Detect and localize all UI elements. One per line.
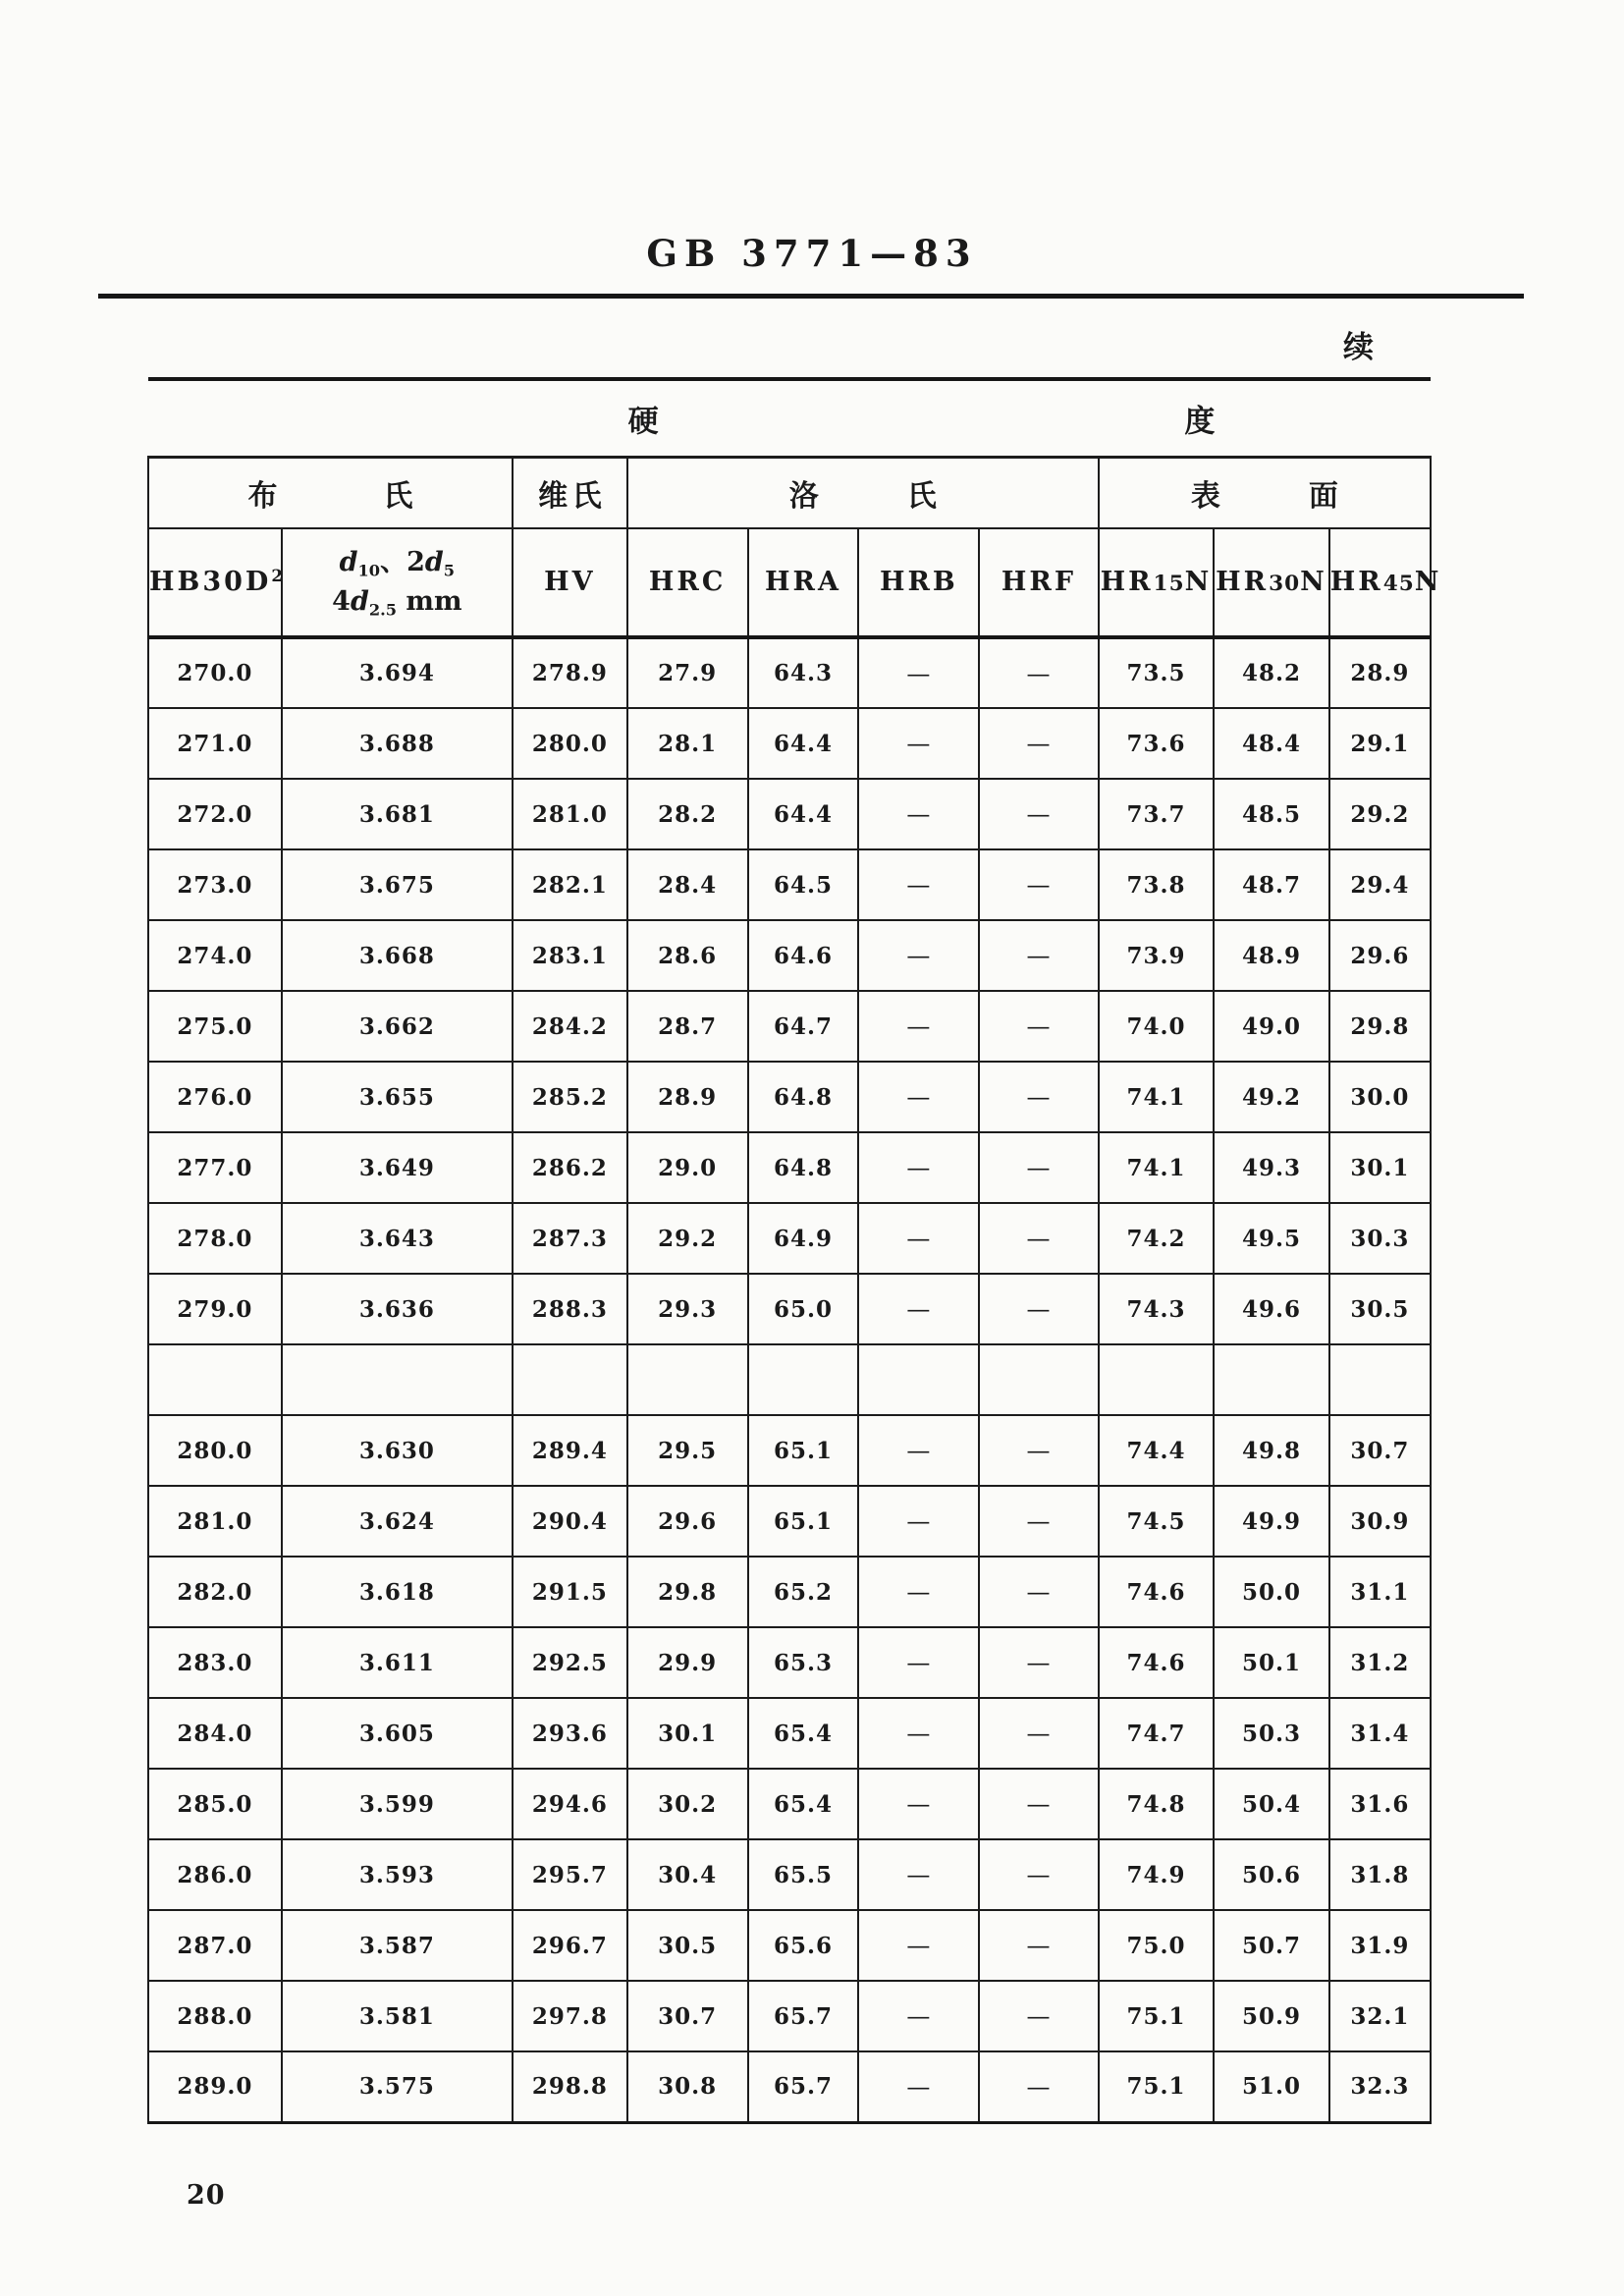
col-header-hrb: HRB <box>858 528 979 637</box>
hardness-title-row <box>148 379 1431 458</box>
value-cell: 291.5 <box>513 1557 627 1627</box>
page-number: 20 <box>187 2180 226 2211</box>
table-row <box>148 637 1431 708</box>
value-cell: — <box>979 920 1098 991</box>
value-cell: 3.587 <box>282 1910 513 1981</box>
table-row <box>148 1839 1431 1910</box>
value-cell: 30.0 <box>1329 1062 1431 1132</box>
value-cell: 30.7 <box>1329 1415 1431 1486</box>
value-cell: — <box>979 1062 1098 1132</box>
value-cell: 49.6 <box>1214 1274 1329 1344</box>
value-cell: 296.7 <box>513 1910 627 1981</box>
value-cell: 64.8 <box>748 1132 859 1203</box>
group-rockwell: 洛氏 <box>627 458 1099 529</box>
value-cell: 282.1 <box>513 849 627 920</box>
value-cell: 30.1 <box>627 1698 748 1769</box>
value-cell: 289.0 <box>148 2051 282 2122</box>
value-cell: 64.4 <box>748 779 859 849</box>
empty-cell <box>627 1344 748 1415</box>
scale-group-row <box>148 458 1431 529</box>
value-cell: 30.9 <box>1329 1486 1431 1557</box>
value-cell: 64.7 <box>748 991 859 1062</box>
value-cell: 65.4 <box>748 1769 859 1839</box>
table-row <box>148 1062 1431 1132</box>
value-cell: 65.0 <box>748 1274 859 1344</box>
value-cell: 286.0 <box>148 1839 282 1910</box>
value-cell: 50.7 <box>1214 1910 1329 1981</box>
value-cell: 75.0 <box>1099 1910 1215 1981</box>
value-cell: 286.2 <box>513 1132 627 1203</box>
value-cell: 74.1 <box>1099 1062 1215 1132</box>
value-cell: — <box>858 920 979 991</box>
empty-cell <box>858 1344 979 1415</box>
value-cell: 3.618 <box>282 1557 513 1627</box>
value-cell: 280.0 <box>148 1415 282 1486</box>
standard-number-title: GB 3771—83 <box>646 232 978 275</box>
col-header-hrc: HRC <box>627 528 748 637</box>
value-cell: 73.5 <box>1099 637 1215 708</box>
value-cell: 3.694 <box>282 637 513 708</box>
value-cell: 49.2 <box>1214 1062 1329 1132</box>
value-cell: 29.2 <box>627 1203 748 1274</box>
value-cell: 290.4 <box>513 1486 627 1557</box>
value-cell: 3.636 <box>282 1274 513 1344</box>
value-cell: — <box>979 1415 1098 1486</box>
value-cell: — <box>858 1062 979 1132</box>
value-cell: 30.3 <box>1329 1203 1431 1274</box>
value-cell: 270.0 <box>148 637 282 708</box>
value-cell: 3.655 <box>282 1062 513 1132</box>
value-cell: 3.643 <box>282 1203 513 1274</box>
value-cell: 284.0 <box>148 1698 282 1769</box>
value-cell: 48.7 <box>1214 849 1329 920</box>
value-cell: 3.593 <box>282 1839 513 1910</box>
value-cell: — <box>979 1627 1098 1698</box>
value-cell: — <box>858 1981 979 2051</box>
value-cell: 281.0 <box>513 779 627 849</box>
value-cell: 30.5 <box>627 1910 748 1981</box>
col-header-diameter <box>282 528 513 637</box>
value-cell: 74.1 <box>1099 1132 1215 1203</box>
value-cell: 65.4 <box>748 1698 859 1769</box>
value-cell: 288.0 <box>148 1981 282 2051</box>
value-cell: 29.1 <box>1329 708 1431 779</box>
value-cell: — <box>979 1132 1098 1203</box>
value-cell: — <box>979 1981 1098 2051</box>
value-cell: 3.649 <box>282 1132 513 1203</box>
hardness-char-left: 硬 <box>627 404 659 440</box>
value-cell: 3.688 <box>282 708 513 779</box>
value-cell: 50.4 <box>1214 1769 1329 1839</box>
value-cell: 29.9 <box>627 1627 748 1698</box>
value-cell: 74.7 <box>1099 1698 1215 1769</box>
value-cell: — <box>979 991 1098 1062</box>
value-cell: 28.7 <box>627 991 748 1062</box>
table-row <box>148 779 1431 849</box>
value-cell: 74.6 <box>1099 1557 1215 1627</box>
value-cell: 64.8 <box>748 1062 859 1132</box>
col-header-hra: HRA <box>748 528 859 637</box>
value-cell: — <box>858 849 979 920</box>
spacer-row <box>148 1344 1431 1415</box>
value-cell: 3.575 <box>282 2051 513 2122</box>
col-header-hr45n: HR45N <box>1329 528 1431 637</box>
value-cell: 275.0 <box>148 991 282 1062</box>
value-cell: 64.5 <box>748 849 859 920</box>
value-cell: — <box>858 779 979 849</box>
value-cell: 29.5 <box>627 1415 748 1486</box>
table-header <box>148 379 1442 637</box>
value-cell: 282.0 <box>148 1557 282 1627</box>
value-cell: 49.9 <box>1214 1486 1329 1557</box>
value-cell: 3.630 <box>282 1415 513 1486</box>
value-cell: — <box>858 1132 979 1203</box>
table-row <box>148 1981 1431 2051</box>
value-cell: 74.9 <box>1099 1839 1215 1910</box>
value-cell: 49.0 <box>1214 991 1329 1062</box>
value-cell: 278.0 <box>148 1203 282 1274</box>
value-cell: — <box>858 1910 979 1981</box>
value-cell: — <box>979 708 1098 779</box>
value-cell: 74.5 <box>1099 1486 1215 1557</box>
value-cell: 28.2 <box>627 779 748 849</box>
value-cell: 281.0 <box>148 1486 282 1557</box>
value-cell: 31.1 <box>1329 1557 1431 1627</box>
value-cell: 65.6 <box>748 1910 859 1981</box>
col-header-hb30d2: $HB30D^2$ <box>148 528 282 637</box>
value-cell: 3.681 <box>282 779 513 849</box>
value-cell: 74.4 <box>1099 1415 1215 1486</box>
hardness-conversion-table <box>147 377 1442 2124</box>
value-cell: 75.1 <box>1099 1981 1215 2051</box>
empty-cell <box>1099 1344 1215 1415</box>
group-vickers: 维氏 <box>513 458 627 529</box>
table-row <box>148 1203 1431 1274</box>
value-cell: 30.2 <box>627 1769 748 1839</box>
value-cell: 283.1 <box>513 920 627 991</box>
value-cell: 283.0 <box>148 1627 282 1698</box>
value-cell: 3.662 <box>282 991 513 1062</box>
value-cell: — <box>979 1486 1098 1557</box>
table-row <box>148 1698 1431 1769</box>
hardness-title-cell <box>148 379 1431 458</box>
value-cell: 274.0 <box>148 920 282 991</box>
empty-cell <box>1214 1344 1329 1415</box>
value-cell: — <box>979 1698 1098 1769</box>
table-row <box>148 1486 1431 1557</box>
value-cell: 28.9 <box>1329 637 1431 708</box>
value-cell: 48.9 <box>1214 920 1329 991</box>
value-cell: 3.611 <box>282 1627 513 1698</box>
value-cell: — <box>858 1769 979 1839</box>
value-cell: 74.8 <box>1099 1769 1215 1839</box>
value-cell: 30.7 <box>627 1981 748 2051</box>
group-brinell: 布氏 <box>148 458 513 529</box>
value-cell: — <box>979 1769 1098 1839</box>
continued-label: 续 <box>1343 330 1374 365</box>
table-row <box>148 1415 1431 1486</box>
value-cell: 285.0 <box>148 1769 282 1839</box>
value-cell: 289.4 <box>513 1415 627 1486</box>
value-cell: 284.2 <box>513 991 627 1062</box>
value-cell: — <box>858 1486 979 1557</box>
value-cell: — <box>979 1910 1098 1981</box>
d-line1: $d_{10}$、$2d_5$ <box>339 546 456 580</box>
value-cell: 28.6 <box>627 920 748 991</box>
column-header-row <box>148 528 1431 637</box>
value-cell: 65.3 <box>748 1627 859 1698</box>
empty-cell <box>979 1344 1098 1415</box>
value-cell: — <box>858 1698 979 1769</box>
value-cell: 30.1 <box>1329 1132 1431 1203</box>
col-header-hrf: HRF <box>979 528 1098 637</box>
value-cell: — <box>858 1203 979 1274</box>
value-cell: 273.0 <box>148 849 282 920</box>
value-cell: — <box>979 849 1098 920</box>
d-line2: $4d_{2.5}$ mm <box>332 586 462 620</box>
value-cell: 65.7 <box>748 1981 859 2051</box>
value-cell: 65.2 <box>748 1557 859 1627</box>
value-cell: 29.8 <box>627 1557 748 1627</box>
empty-cell <box>513 1344 627 1415</box>
value-cell: 32.1 <box>1329 1981 1431 2051</box>
table-row <box>148 1557 1431 1627</box>
value-cell: 74.6 <box>1099 1627 1215 1698</box>
table-body <box>148 637 1431 2122</box>
value-cell: 29.4 <box>1329 849 1431 920</box>
value-cell: 65.7 <box>748 2051 859 2122</box>
empty-cell <box>148 1344 282 1415</box>
value-cell: 50.6 <box>1214 1839 1329 1910</box>
value-cell: — <box>979 1203 1098 1274</box>
value-cell: 3.675 <box>282 849 513 920</box>
value-cell: 29.3 <box>627 1274 748 1344</box>
value-cell: 276.0 <box>148 1062 282 1132</box>
value-cell: — <box>858 991 979 1062</box>
value-cell: — <box>858 637 979 708</box>
value-cell: 29.6 <box>1329 920 1431 991</box>
value-cell: 292.5 <box>513 1627 627 1698</box>
value-cell: — <box>979 779 1098 849</box>
hardness-char-right: 度 <box>1184 404 1216 440</box>
table-row <box>148 920 1431 991</box>
value-cell: 298.8 <box>513 2051 627 2122</box>
empty-cell <box>282 1344 513 1415</box>
value-cell: — <box>858 708 979 779</box>
value-cell: 65.5 <box>748 1839 859 1910</box>
value-cell: 280.0 <box>513 708 627 779</box>
value-cell: 28.9 <box>627 1062 748 1132</box>
value-cell: — <box>979 1839 1098 1910</box>
value-cell: 32.3 <box>1329 2051 1431 2122</box>
table-row <box>148 849 1431 920</box>
value-cell: — <box>858 1557 979 1627</box>
col-header-hr30n: HR30N <box>1214 528 1329 637</box>
value-cell: 293.6 <box>513 1698 627 1769</box>
value-cell: 29.6 <box>627 1486 748 1557</box>
value-cell: 73.6 <box>1099 708 1215 779</box>
value-cell: 49.5 <box>1214 1203 1329 1274</box>
value-cell: 31.6 <box>1329 1769 1431 1839</box>
title-divider-rule <box>98 294 1524 299</box>
value-cell: 27.9 <box>627 637 748 708</box>
value-cell: 65.1 <box>748 1415 859 1486</box>
value-cell: 295.7 <box>513 1839 627 1910</box>
value-cell: 75.1 <box>1099 2051 1215 2122</box>
value-cell: 31.4 <box>1329 1698 1431 1769</box>
value-cell: 30.4 <box>627 1839 748 1910</box>
value-cell: 74.3 <box>1099 1274 1215 1344</box>
value-cell: 29.0 <box>627 1132 748 1203</box>
value-cell: 64.6 <box>748 920 859 991</box>
value-cell: 3.599 <box>282 1769 513 1839</box>
value-cell: 64.4 <box>748 708 859 779</box>
value-cell: 49.8 <box>1214 1415 1329 1486</box>
value-cell: 271.0 <box>148 708 282 779</box>
table-row <box>148 1274 1431 1344</box>
value-cell: 64.3 <box>748 637 859 708</box>
value-cell: — <box>858 1415 979 1486</box>
value-cell: 48.5 <box>1214 779 1329 849</box>
value-cell: — <box>979 637 1098 708</box>
value-cell: 288.3 <box>513 1274 627 1344</box>
col-header-hv: HV <box>513 528 627 637</box>
value-cell: 3.581 <box>282 1981 513 2051</box>
value-cell: 29.2 <box>1329 779 1431 849</box>
value-cell: 285.2 <box>513 1062 627 1132</box>
value-cell: — <box>979 1557 1098 1627</box>
value-cell: — <box>858 1627 979 1698</box>
value-cell: 3.668 <box>282 920 513 991</box>
empty-cell <box>1329 1344 1431 1415</box>
value-cell: 294.6 <box>513 1769 627 1839</box>
value-cell: 277.0 <box>148 1132 282 1203</box>
group-surface: 表面 <box>1099 458 1431 529</box>
table-row <box>148 2051 1431 2122</box>
value-cell: 30.5 <box>1329 1274 1431 1344</box>
value-cell: 73.7 <box>1099 779 1215 849</box>
value-cell: 279.0 <box>148 1274 282 1344</box>
value-cell: 3.624 <box>282 1486 513 1557</box>
value-cell: 51.0 <box>1214 2051 1329 2122</box>
value-cell: — <box>979 1274 1098 1344</box>
value-cell: — <box>858 2051 979 2122</box>
value-cell: 287.0 <box>148 1910 282 1981</box>
value-cell: — <box>858 1839 979 1910</box>
value-cell: 48.4 <box>1214 708 1329 779</box>
empty-cell <box>748 1344 859 1415</box>
value-cell: 29.8 <box>1329 991 1431 1062</box>
value-cell: 64.9 <box>748 1203 859 1274</box>
value-cell: 278.9 <box>513 637 627 708</box>
value-cell: 30.8 <box>627 2051 748 2122</box>
value-cell: 50.0 <box>1214 1557 1329 1627</box>
value-cell: — <box>858 1274 979 1344</box>
table-row <box>148 1627 1431 1698</box>
table-row <box>148 708 1431 779</box>
value-cell: 3.605 <box>282 1698 513 1769</box>
value-cell: 65.1 <box>748 1486 859 1557</box>
value-cell: 73.8 <box>1099 849 1215 920</box>
table-row <box>148 1132 1431 1203</box>
value-cell: 50.3 <box>1214 1698 1329 1769</box>
value-cell: 74.2 <box>1099 1203 1215 1274</box>
value-cell: 50.9 <box>1214 1981 1329 2051</box>
value-cell: 28.4 <box>627 849 748 920</box>
value-cell: 28.1 <box>627 708 748 779</box>
value-cell: 74.0 <box>1099 991 1215 1062</box>
value-cell: 50.1 <box>1214 1627 1329 1698</box>
value-cell: 48.2 <box>1214 637 1329 708</box>
table-row <box>148 1910 1431 1981</box>
table-row <box>148 1769 1431 1839</box>
value-cell: 31.9 <box>1329 1910 1431 1981</box>
value-cell: 31.8 <box>1329 1839 1431 1910</box>
value-cell: — <box>979 2051 1098 2122</box>
col-header-hr15n: HR15N <box>1099 528 1215 637</box>
value-cell: 73.9 <box>1099 920 1215 991</box>
value-cell: 31.2 <box>1329 1627 1431 1698</box>
table-row <box>148 991 1431 1062</box>
value-cell: 287.3 <box>513 1203 627 1274</box>
value-cell: 49.3 <box>1214 1132 1329 1203</box>
value-cell: 297.8 <box>513 1981 627 2051</box>
value-cell: 272.0 <box>148 779 282 849</box>
